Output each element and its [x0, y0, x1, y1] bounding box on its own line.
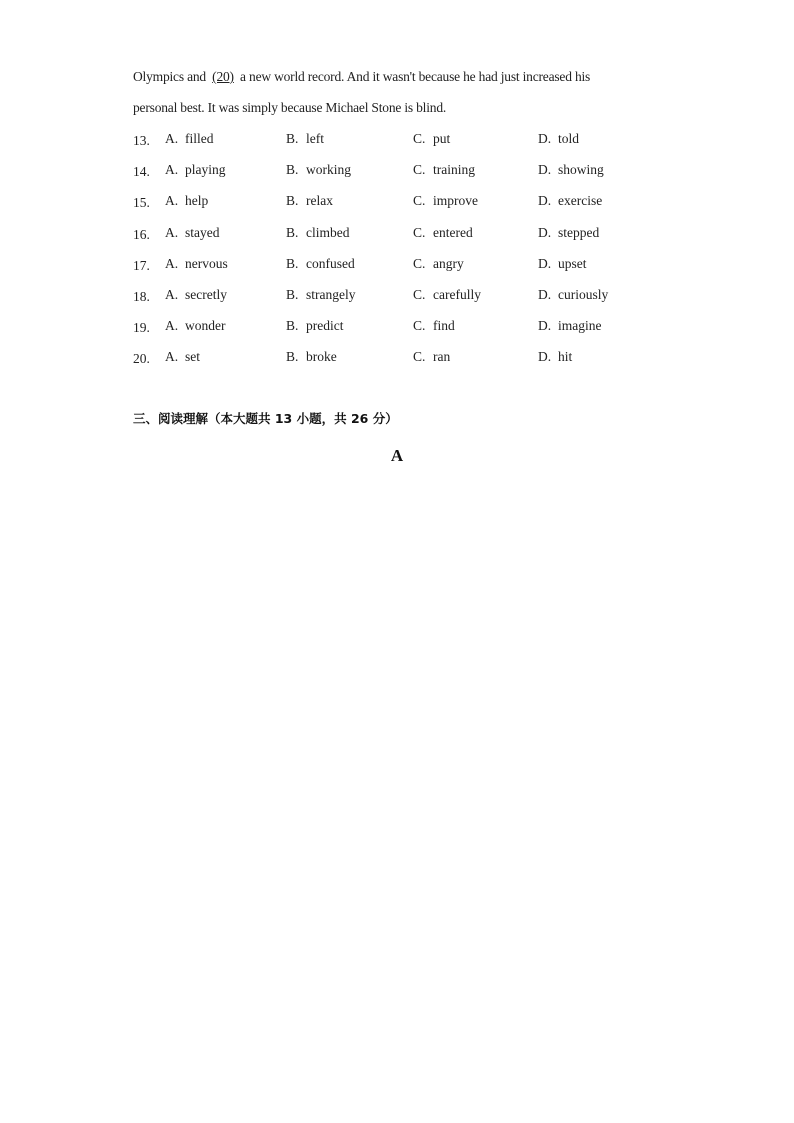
- option-letter: A.: [165, 224, 179, 240]
- option-letter: B.: [286, 162, 299, 178]
- answer-option: [538, 348, 572, 366]
- answer-option: [413, 224, 473, 242]
- question-row: [0, 224, 794, 242]
- question-number: 16.: [133, 226, 150, 242]
- option-text: strangely: [306, 287, 356, 302]
- answer-option: [286, 348, 337, 366]
- answer-option: [286, 317, 343, 335]
- answer-option: [286, 192, 333, 210]
- option-text: climbed: [306, 224, 350, 240]
- option-text: predict: [306, 318, 344, 334]
- question-row: [0, 348, 794, 366]
- option-text: hit: [558, 349, 573, 365]
- question-row: [0, 317, 794, 335]
- option-text: showing: [558, 162, 604, 178]
- question-row: [0, 192, 794, 210]
- passage-text: Olympics and: [133, 69, 206, 84]
- option-text: working: [306, 162, 351, 178]
- option-letter: C.: [413, 224, 426, 240]
- answer-option: [286, 286, 356, 304]
- answer-option: [165, 348, 200, 366]
- option-letter: B.: [286, 255, 299, 271]
- option-text: stepped: [558, 224, 600, 240]
- answer-option: [413, 348, 450, 366]
- option-letter: D.: [538, 131, 552, 146]
- option-text: confused: [306, 255, 355, 271]
- option-text: told: [558, 131, 580, 146]
- answer-option: [413, 161, 475, 179]
- question-row: [0, 286, 794, 304]
- option-text: training: [433, 162, 475, 178]
- answer-option: [538, 317, 602, 335]
- question-number: 18.: [133, 289, 150, 304]
- answer-option: [538, 224, 599, 242]
- option-letter: B.: [286, 193, 299, 209]
- question-number: 13.: [133, 133, 150, 148]
- passage-line-2: personal best. It was simply because Michael Stone is blind.: [133, 100, 447, 115]
- option-text: playing: [185, 162, 226, 178]
- option-text: relax: [306, 193, 333, 209]
- option-text: upset: [558, 255, 587, 271]
- question-row: [0, 161, 794, 179]
- answer-option: [538, 255, 587, 273]
- option-text: stayed: [185, 224, 220, 240]
- option-letter: A.: [165, 349, 179, 365]
- question-number: 17.: [133, 257, 150, 273]
- option-letter: C.: [413, 255, 426, 271]
- option-letter: A.: [165, 193, 179, 209]
- option-letter: C.: [413, 193, 426, 209]
- answer-option: [286, 224, 350, 242]
- answer-option: [165, 161, 226, 179]
- option-letter: B.: [286, 349, 299, 365]
- section-heading: 三、阅读理解（本大题共 13 小题，共 26 分）: [133, 411, 398, 426]
- answer-option: [413, 286, 481, 304]
- option-text: set: [185, 349, 200, 365]
- option-letter: D.: [538, 318, 552, 334]
- option-text: put: [433, 131, 451, 146]
- question-row: [0, 255, 794, 273]
- option-letter: D.: [538, 349, 552, 365]
- option-letter: C.: [413, 349, 426, 365]
- option-letter: A.: [165, 162, 179, 178]
- question-number: 14.: [133, 164, 150, 180]
- answer-option: [413, 317, 455, 335]
- option-letter: D.: [538, 287, 552, 302]
- answer-option: [413, 255, 464, 273]
- answer-option: [538, 130, 579, 148]
- question-number: 19.: [133, 320, 150, 336]
- option-text: nervous: [185, 255, 228, 271]
- option-text: angry: [433, 255, 464, 271]
- question-number: 15.: [133, 195, 150, 211]
- answer-option: [165, 224, 220, 242]
- option-text: imagine: [558, 318, 602, 334]
- option-text: improve: [433, 193, 478, 209]
- option-text: ran: [433, 349, 451, 365]
- option-text: exercise: [558, 193, 603, 209]
- option-letter: D.: [538, 224, 552, 240]
- option-text: broke: [306, 349, 337, 365]
- answer-option: [165, 317, 226, 335]
- option-letter: D.: [538, 255, 552, 271]
- option-letter: C.: [413, 162, 426, 178]
- answer-option: [165, 192, 208, 210]
- option-letter: B.: [286, 131, 299, 146]
- option-text: secretly: [185, 287, 227, 302]
- answer-option: [165, 255, 228, 273]
- option-text: filled: [185, 131, 214, 146]
- passage-line-1: [133, 69, 590, 85]
- option-letter: B.: [286, 287, 299, 302]
- answer-option: [413, 130, 450, 148]
- option-letter: C.: [413, 131, 426, 146]
- option-text: find: [433, 318, 455, 334]
- question-row: [0, 130, 794, 148]
- answer-option: [165, 286, 227, 304]
- option-text: left: [306, 131, 324, 146]
- answer-option: [286, 255, 355, 273]
- option-letter: C.: [413, 318, 426, 334]
- option-text: help: [185, 193, 209, 209]
- option-letter: C.: [413, 287, 426, 302]
- option-letter: D.: [538, 162, 552, 178]
- option-text: wonder: [185, 318, 226, 334]
- answer-option: [413, 192, 478, 210]
- answer-option: [538, 192, 602, 210]
- answer-option: [165, 130, 214, 148]
- option-text: curiously: [558, 287, 609, 302]
- answer-option: [286, 161, 351, 179]
- option-letter: A.: [165, 287, 179, 302]
- option-text: entered: [433, 224, 473, 240]
- passage-text: a new world record. And it wasn't because he had just increased his: [240, 69, 591, 84]
- option-letter: B.: [286, 224, 299, 240]
- option-letter: D.: [538, 193, 552, 209]
- question-number: 20.: [133, 351, 150, 367]
- option-letter: A.: [165, 131, 179, 146]
- answer-option: [538, 161, 604, 179]
- passage-label: A: [390, 446, 404, 465]
- answer-option: [286, 130, 324, 148]
- answer-option: [538, 286, 608, 304]
- option-text: carefully: [433, 287, 481, 302]
- option-letter: B.: [286, 318, 299, 334]
- option-letter: A.: [165, 255, 179, 271]
- blank-20: (20): [212, 69, 234, 84]
- option-letter: A.: [165, 318, 179, 334]
